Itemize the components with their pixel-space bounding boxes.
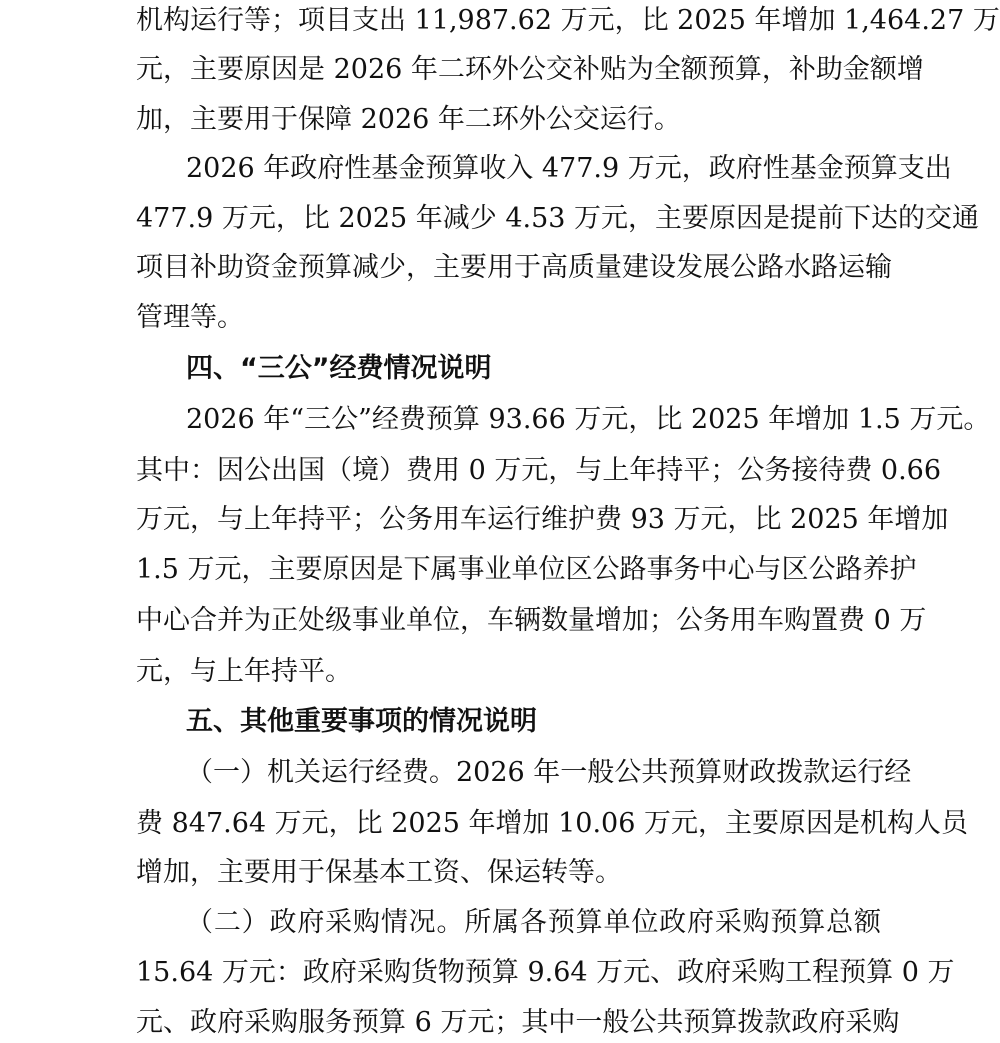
- text-line: 万元，与上年持平；公务用车运行维护费 93 万元，比 2025 年增加: [136, 504, 949, 535]
- section-heading: 五、其他重要事项的情况说明: [186, 706, 537, 737]
- text-line: 机构运行等；项目支出 11,987.62 万元，比 2025 年增加 1,464.27 万: [136, 5, 1000, 36]
- text-line: 元、政府采购服务预算 6 万元；其中一般公共预算拨款政府采购: [136, 1007, 900, 1038]
- text-line: 增加，主要用于保基本工资、保运转等。: [136, 857, 622, 888]
- text-line: 项目补助资金预算减少，主要用于高质量建设发展公路水路运输: [136, 252, 892, 283]
- text-line: 15.64 万元：政府采购货物预算 9.64 万元、政府采购工程预算 0 万: [136, 957, 955, 988]
- section-heading: 四、“三公”经费情况说明: [186, 353, 492, 384]
- text-line: 其中：因公出国（境）费用 0 万元，与上年持平；公务接待费 0.66: [136, 455, 942, 486]
- text-line: 费 847.64 万元，比 2025 年增加 10.06 万元，主要原因是机构人员: [136, 808, 968, 839]
- text-line: 元，主要原因是 2026 年二环外公交补贴为全额预算，补助金额增: [136, 54, 924, 85]
- text-line: 加，主要用于保障 2026 年二环外公交运行。: [136, 104, 681, 135]
- text-line: 477.9 万元，比 2025 年减少 4.53 万元，主要原因是提前下达的交通: [136, 203, 980, 234]
- text-line: 1.5 万元，主要原因是下属事业单位区公路事务中心与区公路养护: [136, 554, 917, 585]
- text-line: 管理等。: [136, 302, 244, 333]
- text-line: （二）政府采购情况。所属各预算单位政府采购预算总额: [186, 907, 881, 938]
- text-line: 2026 年政府性基金预算收入 477.9 万元，政府性基金预算支出: [186, 153, 952, 184]
- text-line: 中心合并为正处级事业单位，车辆数量增加；公务用车购置费 0 万: [136, 605, 927, 636]
- text-line: 元，与上年持平。: [136, 656, 352, 687]
- text-line: （一）机关运行经费。2026 年一般公共预算财政拨款运行经: [186, 757, 912, 788]
- text-line: 2026 年“三公”经费预算 93.66 万元，比 2025 年增加 1.5 万元。: [186, 404, 991, 435]
